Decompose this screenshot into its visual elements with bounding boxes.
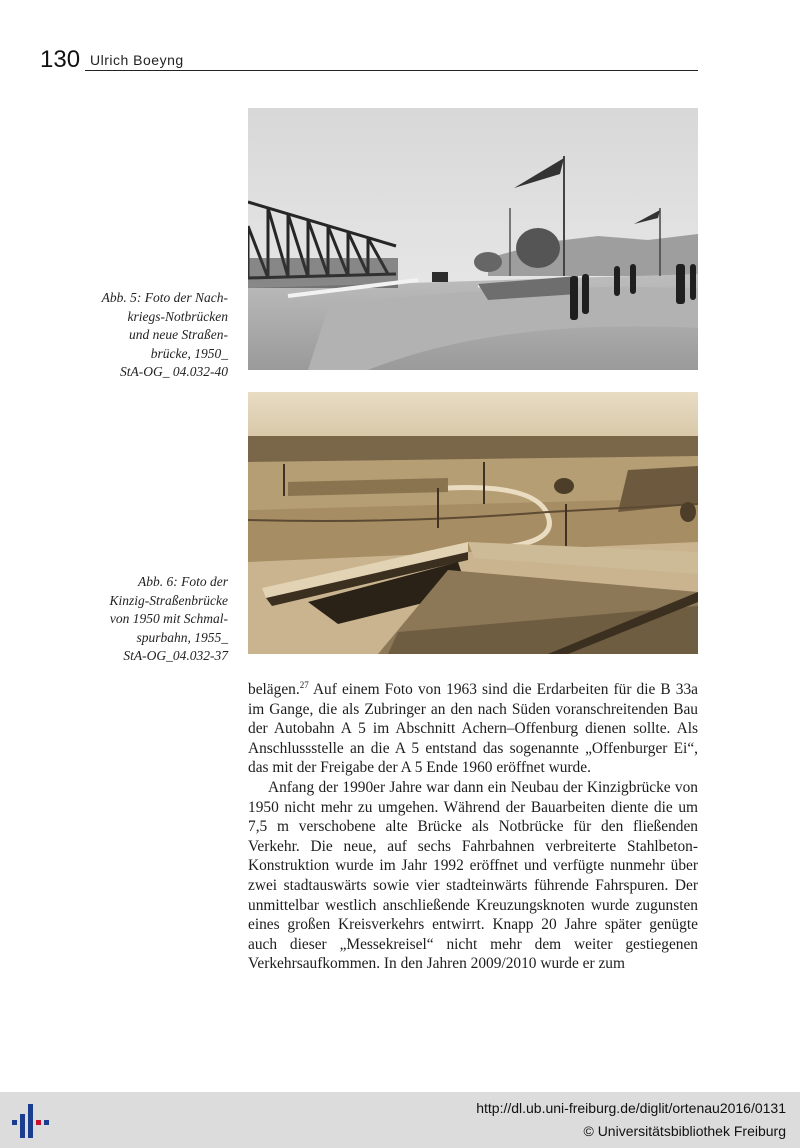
caption-line: kriegs-Notbrücken xyxy=(127,308,228,324)
photo-kinzig-bridge-1955 xyxy=(248,392,698,654)
header-rule xyxy=(85,70,698,71)
footer-bar xyxy=(0,1092,800,1148)
caption-line: Kinzig-Straßenbrücke xyxy=(109,592,228,608)
photo-bridges-1950 xyxy=(248,108,698,370)
paragraph-text: Auf einem Foto von 1963 sind die Erdarbeiten für die B 33a im Gange, die als Zubringer an den nach Süden voranschreitenden Bau der Autobahn A 5 im Abschnitt Achern–Offenburg dienen sollte. Als Anschlussstelle an die A 5 entstand das sogenannte „Offenburger Ei“, das mit der Freigabe der A 5 Ende 1960 eröffnet wurde. xyxy=(248,681,698,777)
caption-line: und neue Straßen- xyxy=(129,327,228,342)
figure-6-caption xyxy=(58,573,228,666)
caption-line: von 1950 mit Schmal- xyxy=(109,611,228,626)
caption-line: Abb. 5: Foto der Nach- xyxy=(101,290,228,305)
body-text xyxy=(248,680,698,974)
caption-line: Abb. 6: Foto der xyxy=(138,574,228,589)
paragraph-text: belägen. xyxy=(248,681,300,698)
footnote-reference[interactable]: 27 xyxy=(299,679,309,690)
university-library-logo-icon xyxy=(10,1100,50,1140)
footer-url-link[interactable]: http://dl.ub.uni-freiburg.de/diglit/ortenau2016/0131 xyxy=(476,1100,786,1116)
caption-line: brücke, 1950_ xyxy=(150,345,228,361)
caption-line: StA-OG_ 04.032-40 xyxy=(120,364,228,379)
caption-line: spurbahn, 1955_ xyxy=(136,629,228,645)
page-number: 130 xyxy=(40,46,81,73)
footer-copyright: © Universitätsbibliothek Freiburg xyxy=(583,1123,786,1139)
caption-line: StA-OG_04.032-37 xyxy=(123,648,228,663)
figure-5-caption xyxy=(58,289,228,382)
paragraph: Anfang der 1990er Jahre war dann ein Neubau der Kinzigbrücke von 1950 nicht mehr zu umgehen. Während der Bauarbeiten diente die um 7,5 m verschobene alte Brücke als Notbrücke für den fließenden Verkehr. Die neue, auf sechs Fahrbahnen verbreiterte Stahlbeton-Konstruktion wurde im Jahr 1992 eröffnet und verfügte nunmehr über zwei stadtauswärts sowie vier stadteinwärts führende Fahrspuren. Der unmittelbar westlich anschließende Kreuzungsknoten wurde zugunsten eines großen Kreisverkehrs entwirrt. Knapp 20 Jahre später genügte auch dieser „Messekreisel“ nicht mehr dem weiter gestiegenen Verkehrsaufkommen. In den Jahren 2009/2010 wurde er zum xyxy=(248,778,698,973)
running-head-author: Ulrich Boeyng xyxy=(90,52,184,68)
paragraph xyxy=(248,680,698,778)
